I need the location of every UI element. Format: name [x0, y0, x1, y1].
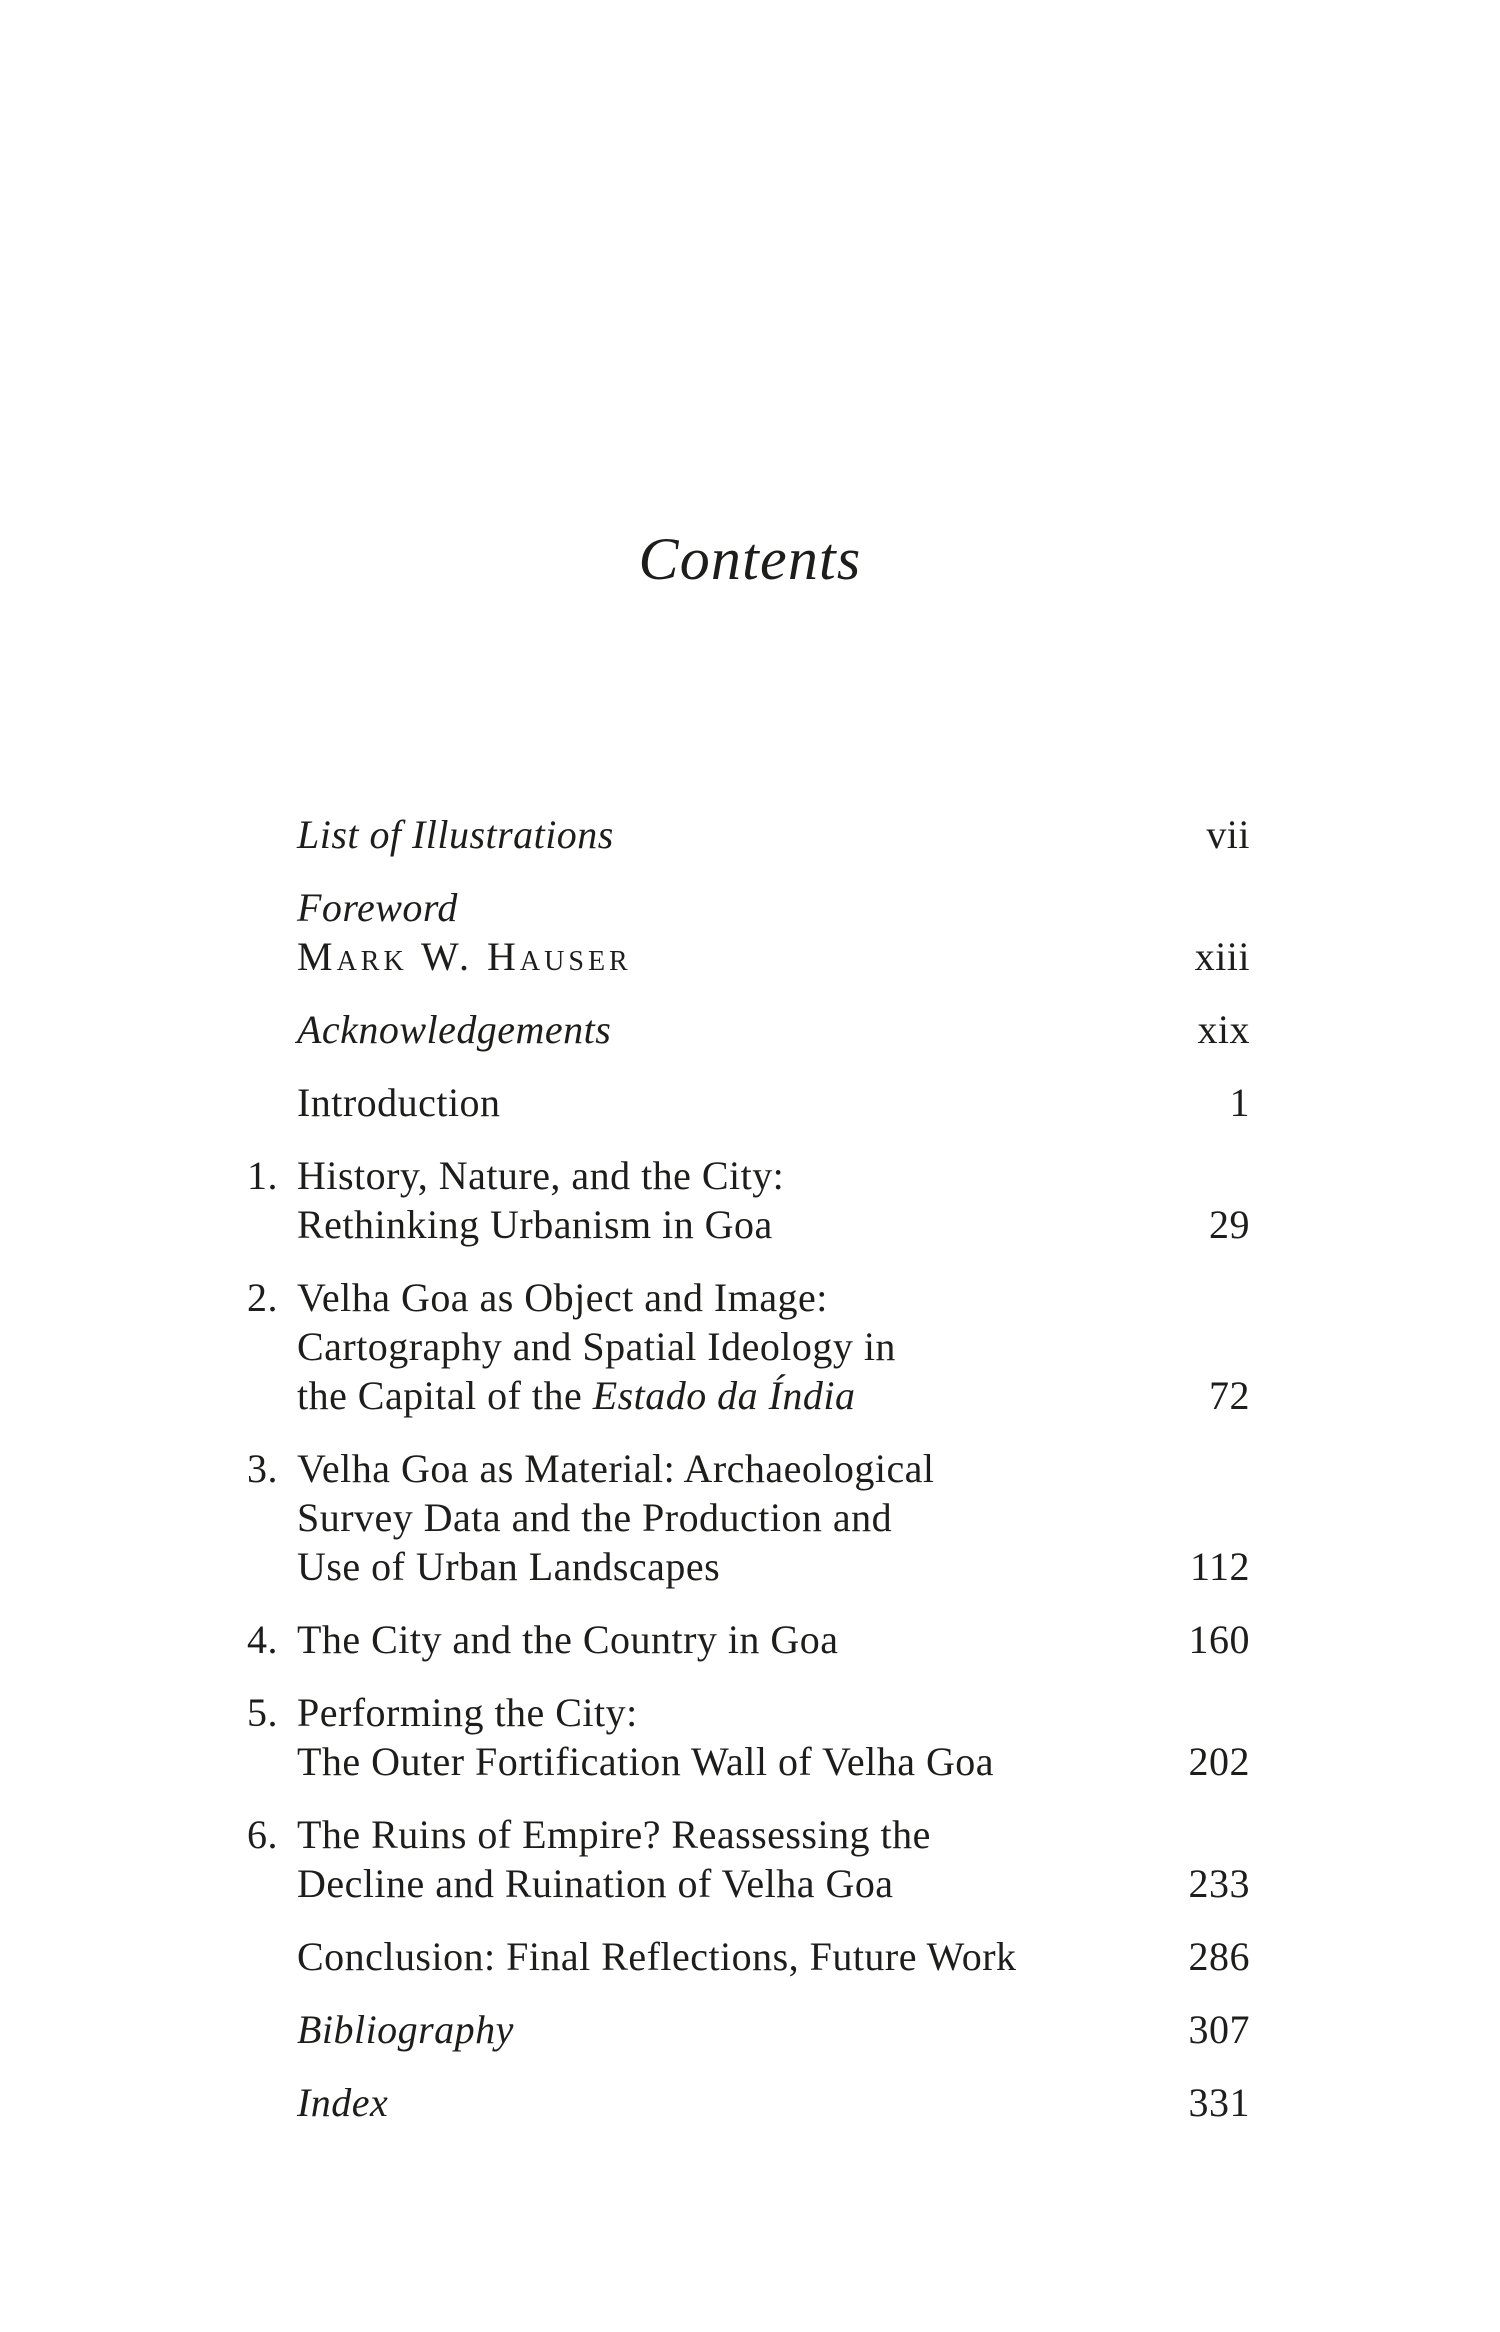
- toc-entry-number: 1.: [247, 1153, 278, 1198]
- toc-line: [297, 2005, 1150, 2054]
- toc-line: [297, 1932, 1150, 1981]
- toc-entry-title: [297, 883, 1150, 981]
- toc-line: [297, 1444, 1150, 1493]
- toc-entry-page: 331: [1188, 2080, 1250, 2125]
- toc-entry: [247, 1273, 1250, 1420]
- toc-entry-title: [297, 1151, 1150, 1249]
- toc-text-segment: The Outer Fortification Wall of Velha Goa: [297, 1739, 995, 1784]
- toc-line: [297, 1151, 1150, 1200]
- toc-line: [297, 932, 1150, 981]
- toc-entry-title: [297, 1688, 1150, 1786]
- toc-text-segment: Index: [297, 2080, 389, 2125]
- toc-line: [297, 810, 1150, 859]
- toc-entry-number: 3.: [247, 1446, 278, 1491]
- toc-text-segment: the Capital of the: [297, 1373, 593, 1418]
- toc-entry-number: 4.: [247, 1617, 278, 1662]
- toc-entry-title: [297, 1615, 1150, 1664]
- toc-text-segment: Foreword: [297, 885, 458, 930]
- toc-entry-page: 1: [1229, 1080, 1250, 1125]
- toc-entry-title: [297, 2078, 1150, 2127]
- table-of-contents: [247, 810, 1250, 2151]
- toc-line: [297, 1859, 1150, 1908]
- toc-line: [297, 1737, 1150, 1786]
- toc-entry-title: [297, 1444, 1150, 1591]
- toc-entry-page: 233: [1188, 1861, 1250, 1906]
- toc-line: [297, 1005, 1150, 1054]
- toc-line: [297, 1542, 1150, 1591]
- toc-entry-title: [297, 1005, 1150, 1054]
- toc-entry-page: 202: [1188, 1739, 1250, 1784]
- toc-entry-page: 286: [1188, 1934, 1250, 1979]
- toc-line: [297, 1371, 1150, 1420]
- toc-entry-page: xix: [1197, 1007, 1250, 1052]
- toc-text-segment: Bibliography: [297, 2007, 514, 2052]
- toc-text-segment: List of Illustrations: [297, 812, 614, 857]
- toc-entry-page: vii: [1206, 812, 1250, 857]
- toc-line: [297, 1200, 1150, 1249]
- toc-line: [297, 1273, 1150, 1322]
- toc-entry-page: 29: [1209, 1202, 1250, 1247]
- toc-entry-page: 112: [1190, 1544, 1250, 1589]
- toc-entry-page: xiii: [1194, 934, 1250, 979]
- toc-entry: [247, 1005, 1250, 1054]
- toc-entry-page: 72: [1209, 1373, 1250, 1418]
- toc-line: [297, 1322, 1150, 1371]
- toc-text-segment: History, Nature, and the City:: [297, 1153, 785, 1198]
- toc-text-segment: Estado da Índia: [592, 1373, 856, 1418]
- toc-entry: [247, 1932, 1250, 1981]
- toc-line: [297, 883, 1150, 932]
- toc-entry-title: [297, 1810, 1150, 1908]
- toc-entry-title: [297, 1932, 1150, 1981]
- toc-entry-number: 5.: [247, 1690, 278, 1735]
- toc-entry: [247, 1444, 1250, 1591]
- toc-text-segment: Conclusion: Final Reflections, Future Work: [297, 1934, 1017, 1979]
- toc-entry-title: [297, 810, 1150, 859]
- page-title: Contents: [638, 526, 862, 592]
- toc-entry: [247, 1151, 1250, 1249]
- toc-text-segment: Performing the City:: [297, 1690, 638, 1735]
- toc-entry-title: [297, 1078, 1150, 1127]
- toc-entry: [247, 1078, 1250, 1127]
- toc-text-segment: The Ruins of Empire? Reassessing the: [297, 1812, 931, 1857]
- toc-entry-title: [297, 2005, 1150, 2054]
- toc-text-segment: The City and the Country in Goa: [297, 1617, 839, 1662]
- toc-entry: [247, 2078, 1250, 2127]
- toc-line: [297, 2078, 1150, 2127]
- toc-text-segment: Use of Urban Landscapes: [297, 1544, 721, 1589]
- toc-entry: [247, 1688, 1250, 1786]
- toc-entry-number: 6.: [247, 1812, 278, 1857]
- toc-line: [297, 1078, 1150, 1127]
- toc-text-segment: Introduction: [297, 1080, 501, 1125]
- toc-text-segment: Decline and Ruination of Velha Goa: [297, 1861, 894, 1906]
- toc-line: [297, 1810, 1150, 1859]
- toc-line: [297, 1493, 1150, 1542]
- toc-entry: [247, 1615, 1250, 1664]
- toc-line: [297, 1615, 1150, 1664]
- toc-text-segment: Mark W. Hauser: [297, 934, 632, 979]
- toc-entry-page: 160: [1188, 1617, 1250, 1662]
- toc-entry: [247, 2005, 1250, 2054]
- toc-text-segment: Velha Goa as Material: Archaeological: [297, 1446, 935, 1491]
- toc-text-segment: Acknowledgements: [297, 1007, 612, 1052]
- toc-text-segment: Survey Data and the Production and: [297, 1495, 893, 1540]
- toc-entry: [247, 883, 1250, 981]
- toc-entry: [247, 1810, 1250, 1908]
- toc-text-segment: Velha Goa as Object and Image:: [297, 1275, 828, 1320]
- toc-line: [297, 1688, 1150, 1737]
- toc-text-segment: Rethinking Urbanism in Goa: [297, 1202, 773, 1247]
- toc-text-segment: Cartography and Spatial Ideology in: [297, 1324, 896, 1369]
- toc-entry-title: [297, 1273, 1150, 1420]
- toc-entry: [247, 810, 1250, 859]
- toc-entry-page: 307: [1188, 2007, 1250, 2052]
- toc-entry-number: 2.: [247, 1275, 278, 1320]
